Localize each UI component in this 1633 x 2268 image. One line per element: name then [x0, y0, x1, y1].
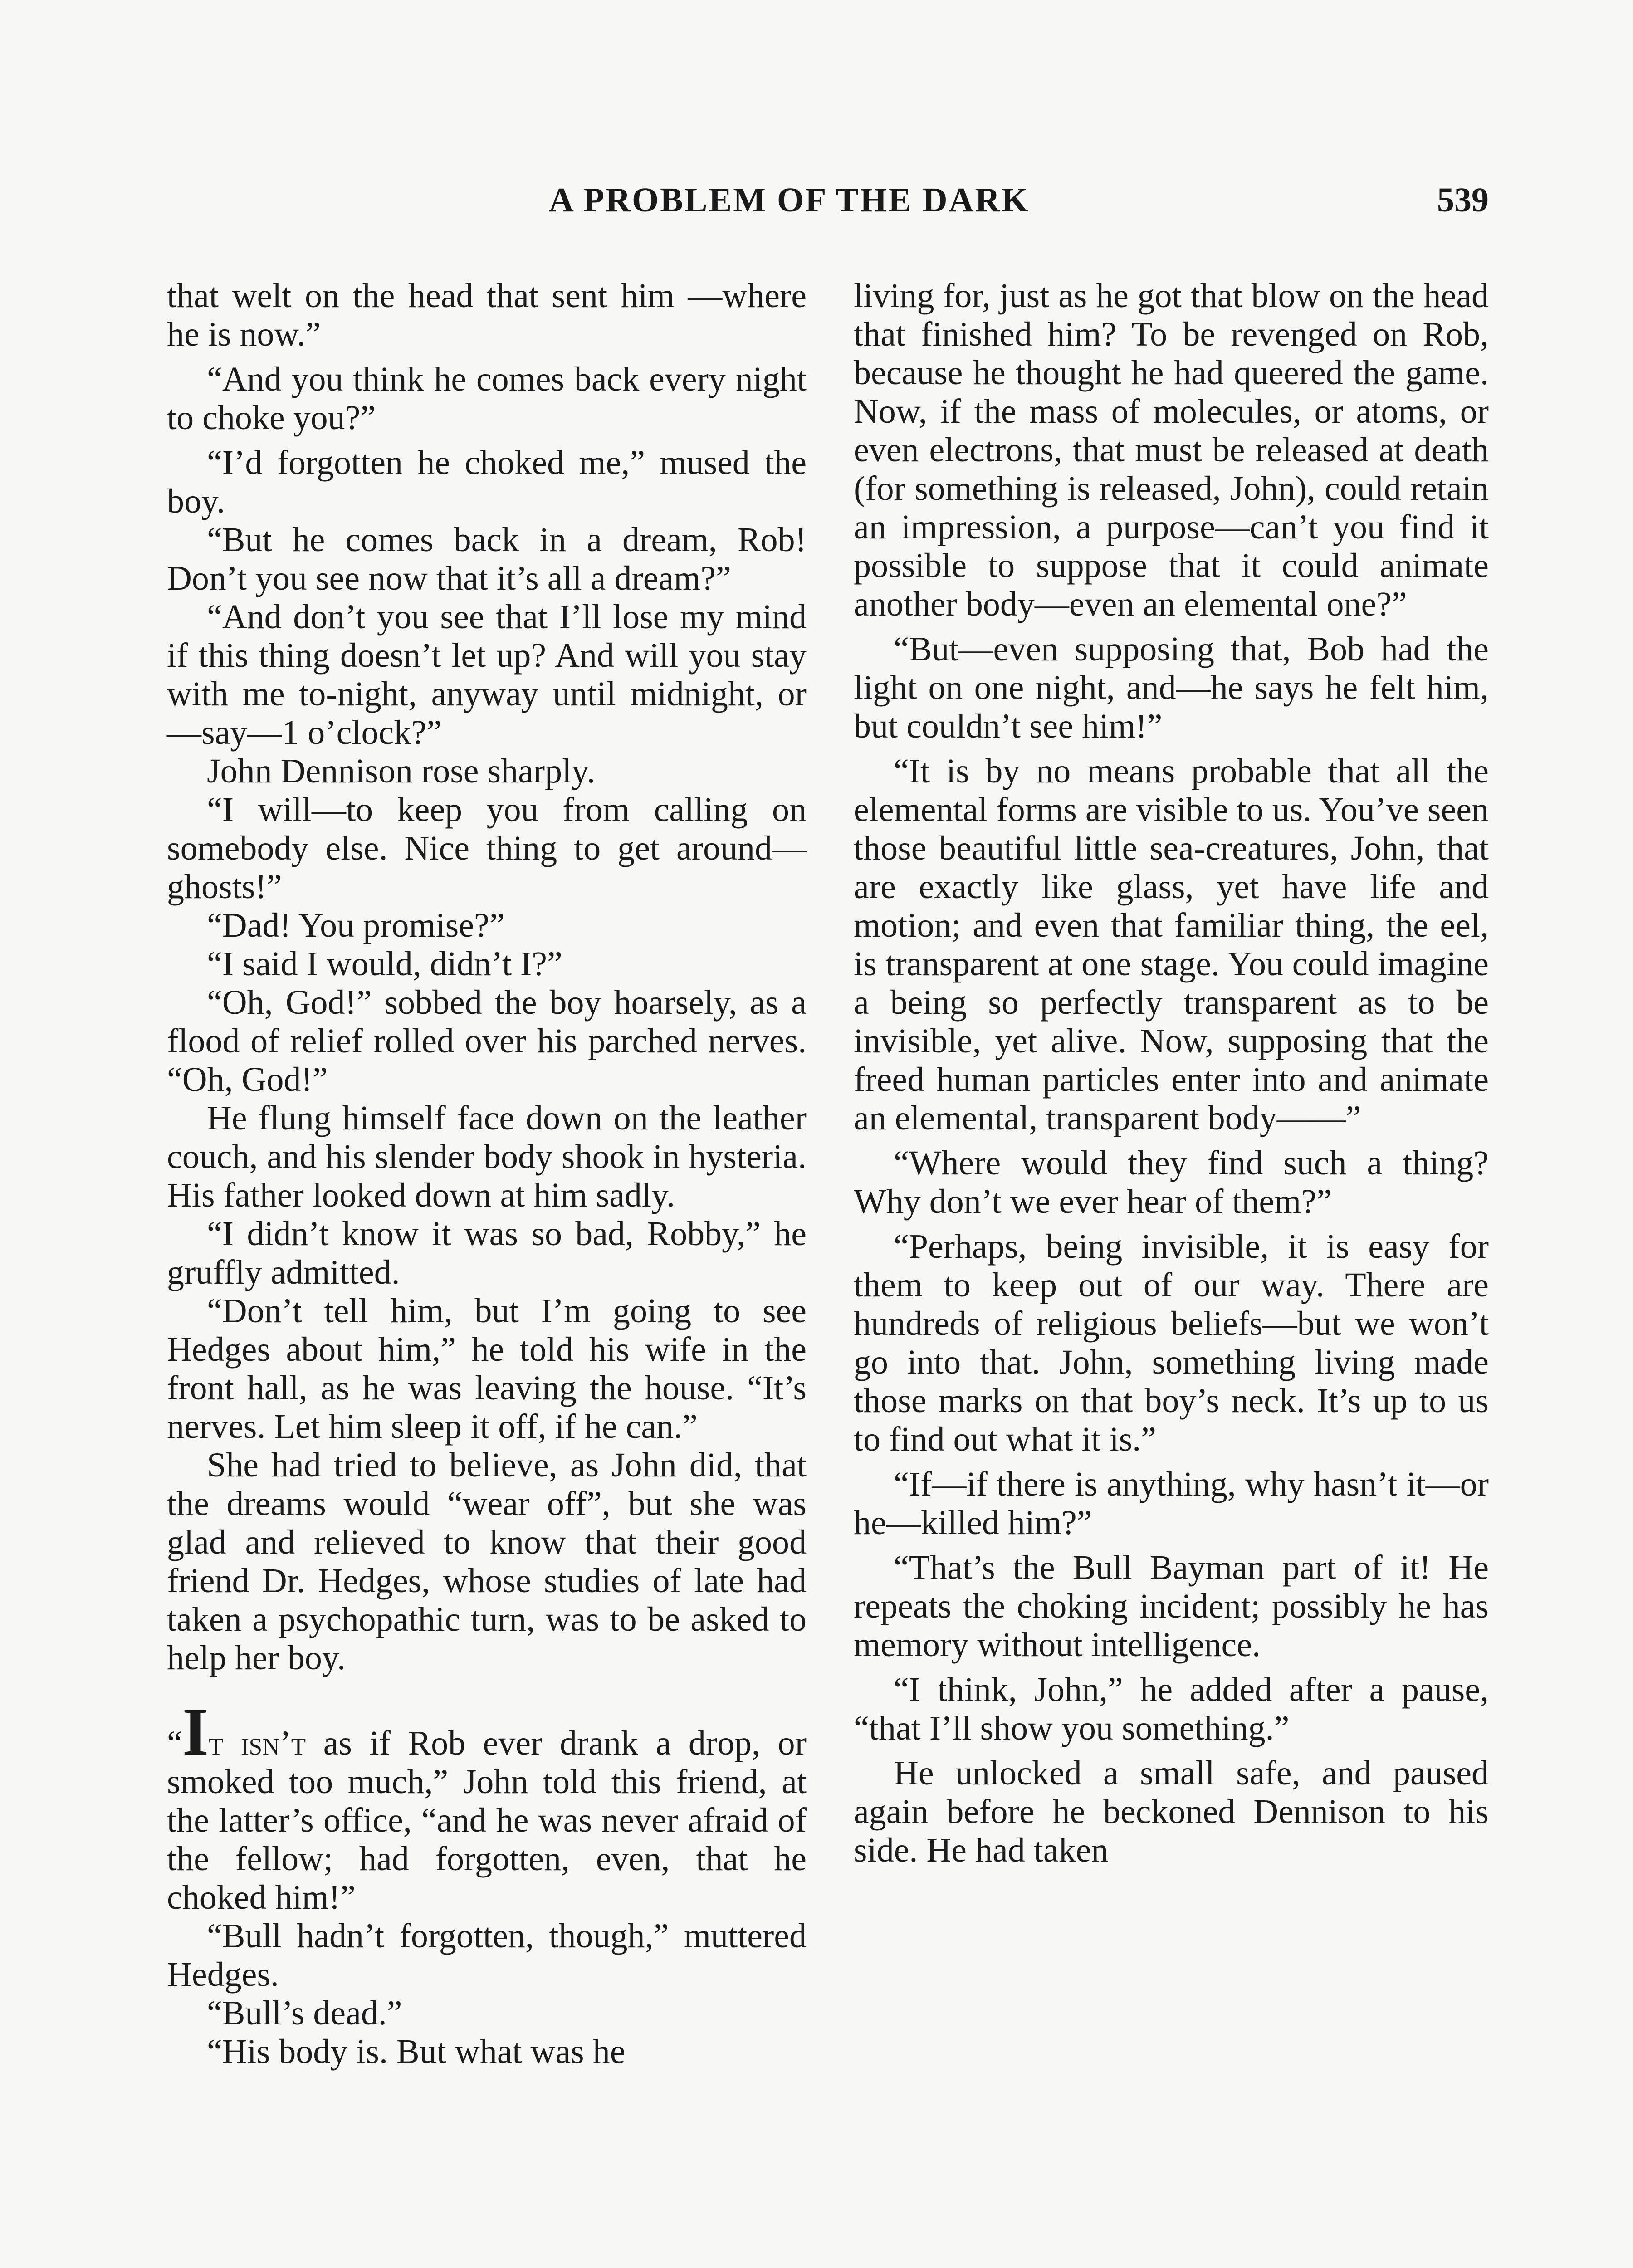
paragraph: “His body is. But what was he — [207, 2033, 626, 2071]
paragraph: “I’d forgotten he choked me,” mused the boy. — [167, 444, 807, 520]
paragraph: “Dad! You promise?” — [207, 906, 505, 944]
paragraph: “If—if there is anything, why hasn’t it—or he—killed him?” — [854, 1465, 1489, 1542]
page-number: 539 — [1437, 181, 1489, 219]
paragraph: She had tried to believe, as John did, that the dreams would “wear off”, but she was glad and relieved to know that their good friend Dr. Hedges, whose studies of late had taken a psychopathic turn, was to be asked to help her boy. — [167, 1446, 807, 1677]
paragraph: “But—even supposing that, Bob had the light on one night, and—he says he felt him, but couldn’t see him!” — [854, 630, 1489, 745]
paragraph: John Dennison rose sharply. — [207, 752, 596, 790]
page-header — [0, 181, 1633, 230]
left-column — [167, 277, 807, 2071]
paragraph: “Don’t tell him, but I’m going to see Hedges about him,” he told his wife in the front hall, as he was leaving the house. “It’s nerves. Let him sleep it off, if he can.” — [167, 1292, 807, 1446]
paragraph: “Perhaps, being invisible, it is easy for them to keep out of our way. There are hundreds of religious beliefs—but we won’t go into that. John, something living made those marks on that boy’s neck. It’s up to us to find out what it is.” — [854, 1227, 1489, 1458]
paragraph: “That’s the Bull Bayman part of it! He repeats the choking incident; possibly he has memory without intelligence. — [854, 1549, 1489, 1664]
section-opening-paragraph — [167, 1694, 807, 1917]
running-title: A PROBLEM OF THE DARK — [549, 181, 1030, 219]
paragraph: “It is by no means probable that all the elemental forms are visible to us. You’ve seen those beautiful little sea-creatures, John, that are exactly like glass, yet have life and motion; and even that familiar thing, the eel, is transparent at one stage. You could imagine a being so perfectly transparent as to be invisible, yet alive. Now, supposing that the freed human particles enter into and animate an elemental, transparent body——” — [854, 752, 1489, 1137]
paragraph: He unlocked a small safe, and paused again before he beckoned Dennison to his side. He had taken — [854, 1754, 1489, 1869]
paragraph: “I didn’t know it was so bad, Robby,” he gruffly admitted. — [167, 1215, 807, 1291]
paragraph: “Bull hadn’t forgotten, though,” muttered Hedges. — [167, 1917, 807, 1994]
paragraph: “I think, John,” he added after a pause, “that I’ll show you something.” — [854, 1671, 1489, 1747]
small-caps-lead: t isn’t — [209, 1724, 306, 1762]
paragraph-rest: as if Rob ever drank a drop, or smoked too much,” John told this friend, at the latter’s office, “and he was never afraid of the fellow; had forgotten, even, that he choked him!” — [167, 1724, 807, 1916]
paragraph: “I said I would, didn’t I?” — [207, 945, 562, 983]
open-quote: “ — [167, 1724, 182, 1762]
drop-cap: I — [182, 1694, 209, 1769]
paragraph: “And you think he comes back every night to choke you?” — [167, 360, 807, 437]
paragraph: “I will—to keep you from calling on somebody else. Nice thing to get around—ghosts!” — [167, 791, 807, 906]
paragraph: “Oh, God!” sobbed the boy hoarsely, as a flood of relief rolled over his parched nerves. “Oh, God!” — [167, 983, 807, 1099]
paragraph: “Bull’s dead.” — [207, 1994, 402, 2032]
paragraph: “Where would they find such a thing? Why don’t we ever hear of them?” — [854, 1144, 1489, 1221]
paragraph: living for, just as he got that blow on the head that finished him? To be revenged on Rob, because he thought he had queered the game. Now, if the mass of molecules, or atoms, or even electrons, that must be released at death (for something is released, John), could retain an impression, a purpose—can’t you find it possible to suppose that it could animate another body—even an elemental one?” — [854, 277, 1489, 623]
paragraph: “And don’t you see that I’ll lose my mind if this thing doesn’t let up? And will you stay with me to-night, anyway until midnight, or—say—1 o’clock?” — [167, 598, 807, 752]
paragraph: He flung himself face down on the leather couch, and his slender body shook in hysteria. His father looked down at him sadly. — [167, 1099, 807, 1214]
paragraph: that welt on the head that sent him —where he is now.” — [167, 277, 807, 353]
paragraph: “But he comes back in a dream, Rob! Don’t you see now that it’s all a dream?” — [167, 521, 807, 597]
right-column — [854, 277, 1489, 1870]
